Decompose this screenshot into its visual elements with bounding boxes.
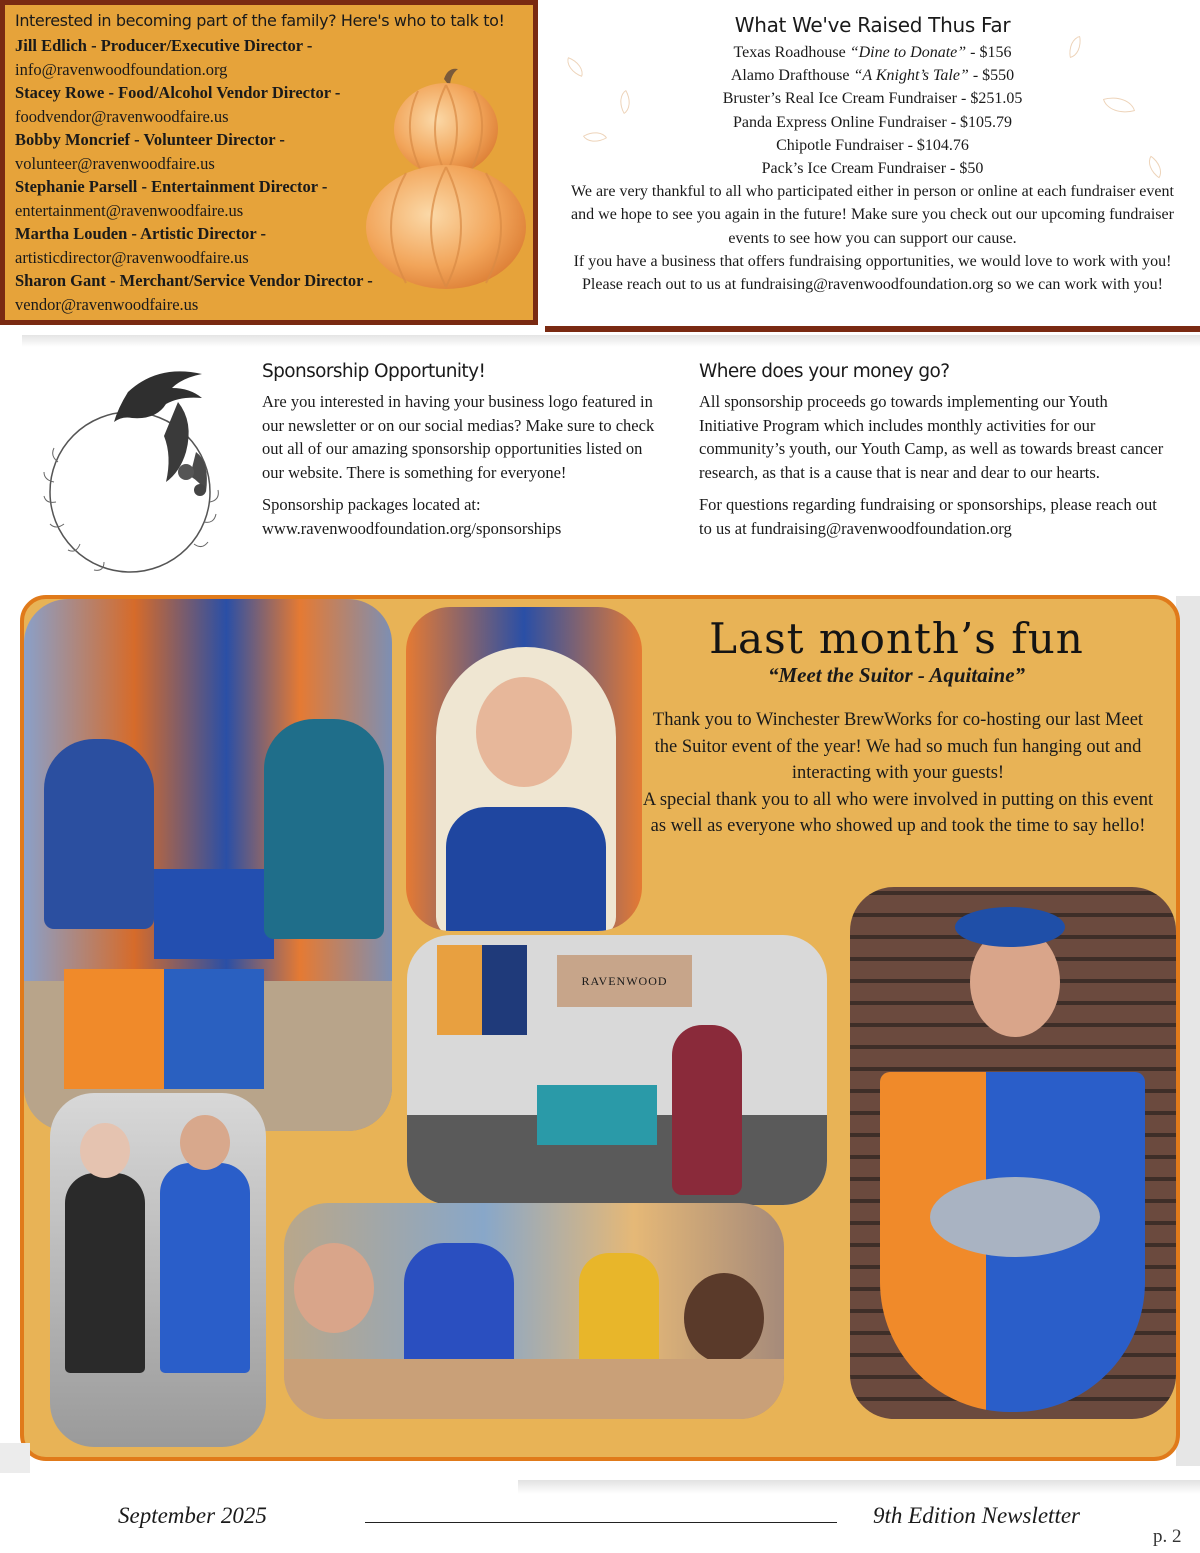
raised-item <box>545 134 1200 157</box>
group-photo <box>24 599 392 1131</box>
contact-name: Stacey Rowe - Food/Alcohol Vendor Director - <box>15 83 341 102</box>
event-subtitle: “Meet the Suitor - Aquitaine” <box>767 663 1026 687</box>
event-para-1: Thank you to Winchester BrewWorks for co-hosting our last Meet the Suitor event of the year! We had so much fun hanging out and interacting with your guests! <box>652 710 1144 784</box>
contact-email[interactable]: artisticdirector@ravenwoodfaire.us <box>15 247 249 267</box>
money-para: All sponsorship proceeds go towards implementing our Youth Initiative Program which includes monthly activities for our community’s youth, our Youth Camp, as well as towards breast cancer research, as that is a cause that is near and dear to our hearts. <box>699 392 1164 482</box>
raised-item <box>545 111 1200 134</box>
raised-item-post: - $550 <box>968 67 1015 85</box>
two-men-photo <box>50 1093 266 1447</box>
raised-item <box>545 41 1200 64</box>
raven-wreath-icon <box>28 352 238 582</box>
raised-item <box>545 157 1200 180</box>
contacts-panel <box>0 0 538 325</box>
contact-email[interactable]: vendor@ravenwoodfaire.us <box>15 294 199 314</box>
contact-name: Jill Edlich - Producer/Executive Director - <box>15 36 313 55</box>
event-title: Last month’s fun <box>709 614 1084 663</box>
raised-item-pre: Texas Roadhouse <box>733 44 850 61</box>
raised-title: What We've Raised Thus Far <box>734 13 1011 37</box>
raised-item-em: “A Knight’s Tale” <box>853 67 969 85</box>
raised-item-pre: Chipotle Fundraiser - $104.76 <box>776 136 969 154</box>
event-shadow-bottom <box>0 1443 30 1473</box>
contact-email[interactable]: volunteer@ravenwoodfaire.us <box>15 153 215 173</box>
contact-email[interactable]: info@ravenwoodfoundation.org <box>15 59 228 79</box>
contacts-list <box>15 34 523 316</box>
raised-panel <box>545 0 1200 332</box>
money-section <box>699 361 1169 549</box>
contact-name: Stephanie Parsell - Entertainment Director - <box>15 177 328 196</box>
contacts-heading: Interested in becoming part of the family? Here's who to talk to! <box>15 11 505 30</box>
raised-item-pre: Pack’s Ice Cream Fundraiser - $50 <box>761 160 984 178</box>
contact-email[interactable]: foodvendor@ravenwoodfaire.us <box>15 106 229 126</box>
portrait-photo <box>406 607 642 931</box>
raised-thanks: We are very thankful to all who participated either in person or online at each fundraiser event and we hope to see you again in the future! Make sure you check out our upcoming fundraiser events to see how you can support our cause. <box>571 183 1174 247</box>
shield-photo <box>850 887 1176 1419</box>
footer-rule <box>365 1522 837 1523</box>
sponsorship-para: Are you interested in having your business logo featured in our newsletter or on our social medias? Make sure to check out all of our amazing sponsorship opportunities listed on our website. There is something for everyone! <box>262 392 655 482</box>
contact-name: Bobby Moncrief - Volunteer Director - <box>15 130 285 149</box>
sponsorship-title: Sponsorship Opportunity! <box>262 361 486 382</box>
raised-item <box>545 87 1200 110</box>
money-title: Where does your money go? <box>699 361 950 382</box>
money-contact: For questions regarding fundraising or sponsorships, please reach out to us at fundraising@ravenwoodfoundation.org <box>699 495 1157 538</box>
raised-list <box>545 41 1200 180</box>
table-photo <box>284 1203 784 1419</box>
raised-item-pre: Alamo Drafthouse <box>730 67 854 85</box>
footer-edition: 9th Edition Newsletter <box>873 1503 1080 1528</box>
footer-band <box>518 1480 1200 1494</box>
raised-item <box>545 64 1200 87</box>
contact-name: Martha Louden - Artistic Director - <box>15 224 266 243</box>
raised-business: If you have a business that offers fundraising opportunities, we would love to work with you! Please reach out to us at fundraising@ravenwoodfoundation.org so we can work with you! <box>573 252 1172 294</box>
booth-sign: RAVENWOOD <box>557 955 692 1007</box>
sponsorship-link[interactable]: Sponsorship packages located at: www.ravenwoodfoundation.org/sponsorships <box>262 495 562 538</box>
section-band <box>22 335 1200 347</box>
raised-item-post: - $156 <box>966 44 1012 61</box>
footer-date: September 2025 <box>118 1503 267 1528</box>
event-panel <box>20 595 1180 1461</box>
raised-item-pre: Bruster’s Real Ice Cream Fundraiser - $251.05 <box>722 90 1023 108</box>
event-para-2: A special thank you to all who were involved in putting on this event as well as everyone who showed up and took the time to say hello! <box>642 789 1154 837</box>
page-number: p. 2 <box>1153 1526 1182 1547</box>
contact-email[interactable]: entertainment@ravenwoodfaire.us <box>15 200 244 220</box>
raised-item-pre: Panda Express Online Fundraiser - $105.79 <box>732 113 1013 131</box>
booth-photo <box>407 935 827 1205</box>
sponsorship-section <box>262 361 662 549</box>
event-body <box>642 707 1154 840</box>
contact-name: Sharon Gant - Merchant/Service Vendor Director - <box>15 271 373 290</box>
raised-item-em: “Dine to Donate” <box>849 44 967 61</box>
